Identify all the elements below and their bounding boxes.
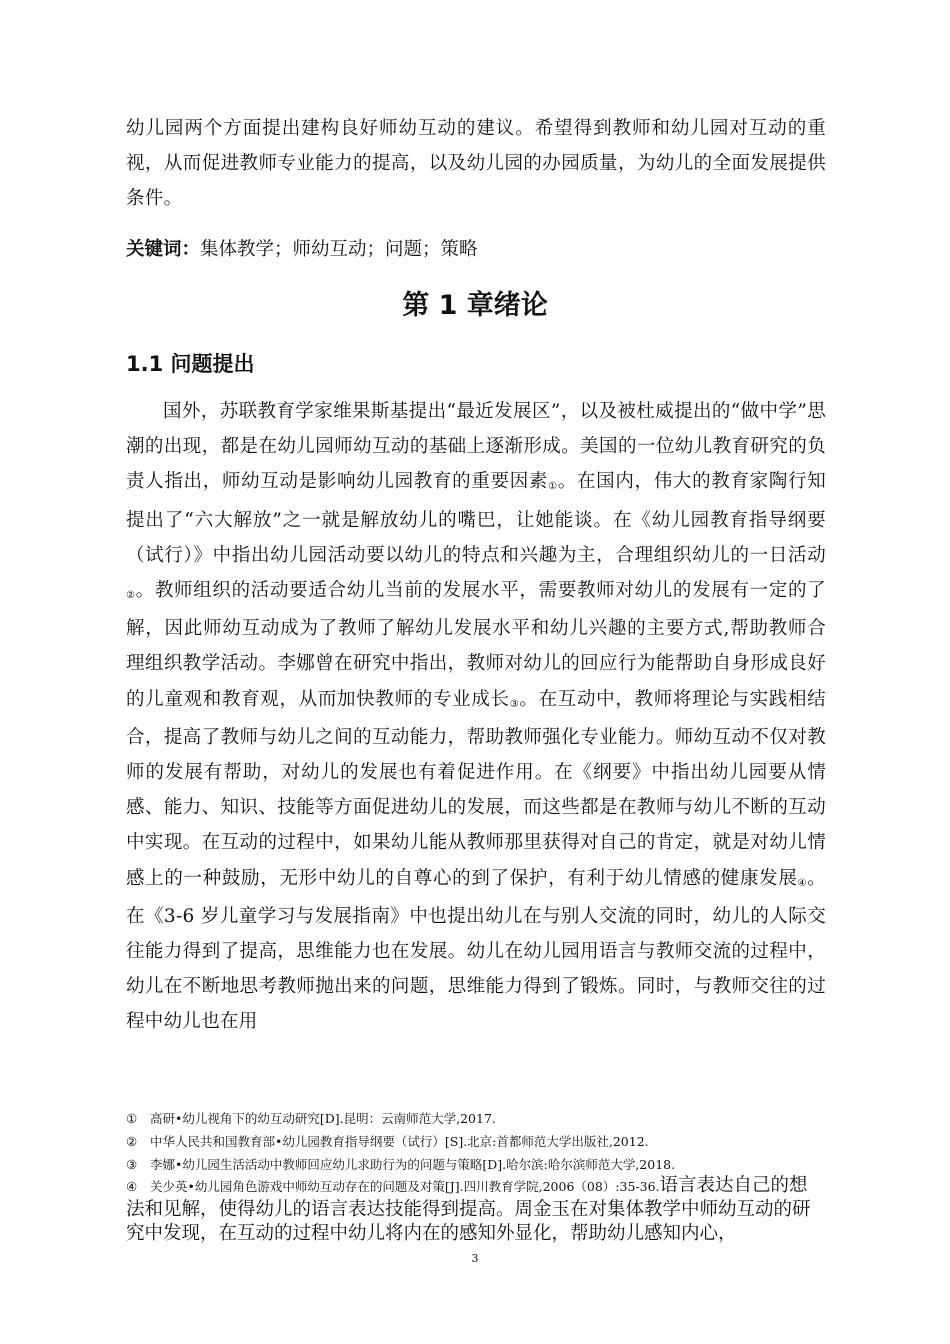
paragraph-segment: 国外，苏联教育学家维果斯基提出“最近发展区”，以及被杜威提出的“做中学”思潮的出现，都是在幼儿园师幼互动的基础上逐渐形成。美国的一位幼儿教育研究的负责人指出，师幼互动是影响幼儿园教育的重要因素	[126, 401, 826, 493]
chapter-title: 第 1 章绪论	[402, 290, 548, 321]
footnote-ref-3[interactable]: ③	[509, 698, 520, 710]
footnote-3	[126, 1154, 826, 1175]
footnote-ref-4[interactable]: ④	[797, 877, 808, 889]
keywords-value: 集体教学；师幼互动；问题；策略	[200, 239, 478, 260]
keywords-label: 关键词：	[126, 239, 201, 260]
footnote-1	[126, 1108, 826, 1129]
footnote-mark: ②	[126, 1134, 138, 1149]
footnote-text: 李娜•幼儿园生活活动中教师回应幼儿求助行为的问题与策略[D].哈尔滨:哈尔滨师范大学,2018.	[150, 1157, 676, 1172]
footnote-mark: ③	[126, 1157, 138, 1172]
paragraph-segment: 。在《3-6 岁儿童学习与发展指南》中也提出幼儿在与别人交流的同时，幼儿的人际交往能力得到了提高，思维能力也在发展。幼儿在幼儿园用语言与教师交流的过程中，幼儿在不断地思考教师抛出来的问题，思维能力得到了锻炼。同时，与教师交往的过程中幼儿也在用	[126, 867, 826, 1033]
main-paragraph	[126, 394, 826, 1040]
section-title: 1.1 问题提出	[126, 352, 255, 376]
keywords-line	[126, 232, 478, 267]
footnote-mark: ①	[126, 1111, 138, 1126]
intro-paragraph: 幼儿园两个方面提出建构良好师幼互动的建议。希望得到教师和幼儿园对互动的重视，从而促进教师专业能力的提高，以及幼儿园的办园质量，为幼儿的全面发展提供条件。	[126, 118, 826, 210]
footnote-2	[126, 1131, 826, 1152]
footnote-text: 中华人民共和国教育部•幼儿园教育指导纲要（试行）[S].北京:首都师范大学出版社,2012.	[150, 1134, 649, 1149]
footnote-ref-2[interactable]: ②	[126, 590, 136, 602]
footnotes	[126, 1108, 826, 1177]
footnote-text: 高研•幼儿视角下的幼互动研究[D].昆明：云南师范大学,2017.	[150, 1111, 496, 1126]
paragraph-segment: 。在国内，伟大的教育家陶行知提出了“六大解放”之一就是解放幼儿的嘴巴，让她能谈。在《幼儿园教育指导纲要（试行）》中指出幼儿园活动要以幼儿的特点和兴趣为主，合理组织幼儿的一日活动	[126, 471, 827, 566]
footnote-4	[126, 1174, 826, 1246]
footnote-mark: ④	[126, 1179, 138, 1194]
footnote-text: 关少英•幼儿园角色游戏中师幼互动存在的问题及对策[J].四川教育学院,2006（08）:35-36.	[150, 1179, 660, 1194]
paragraph-segment: 。教师组织的活动要适合幼儿当前的发展水平，需要教师对幼儿的发展有一定的了解，因此师幼互动成为了教师了解幼儿发展水平和幼儿兴趣的主要方式,帮助教师合理组织教学活动。李娜曾在研究中指出，教师对幼儿的回应行为能帮助自身形成良好的儿童观和教育观，从而加快教师的专业成长	[126, 580, 826, 710]
footnote-ref-1[interactable]: ①	[548, 481, 558, 493]
overflow-body-text: 语言表达自己的想法和见解，使得幼儿的语言表达技能得到提高。周金玉在对集体教学中师幼互动的研究中发现，在互动的过程中幼儿将内在的感知外显化，帮助幼儿感知内心，	[126, 1175, 811, 1244]
page-number: 3	[471, 1252, 479, 1265]
paragraph-segment: 。在互动中，教师将理论与实践相结合，提高了教师与幼儿之间的互动能力，帮助教师强化专业能力。师幼互动不仅对教师的发展有帮助，对幼儿的发展也有着促进作用。在《纲要》中指出幼儿园要从情感、能力、知识、技能等方面促进幼儿的发展，而这些都是在教师与幼儿不断的互动中实现。在互动的过程中，如果幼儿能从教师那里获得对自己的肯定，就是对幼儿情感上的一种鼓励，无形中幼儿的自尊心的到了保护，有利于幼儿情感的健康发展	[126, 688, 826, 889]
